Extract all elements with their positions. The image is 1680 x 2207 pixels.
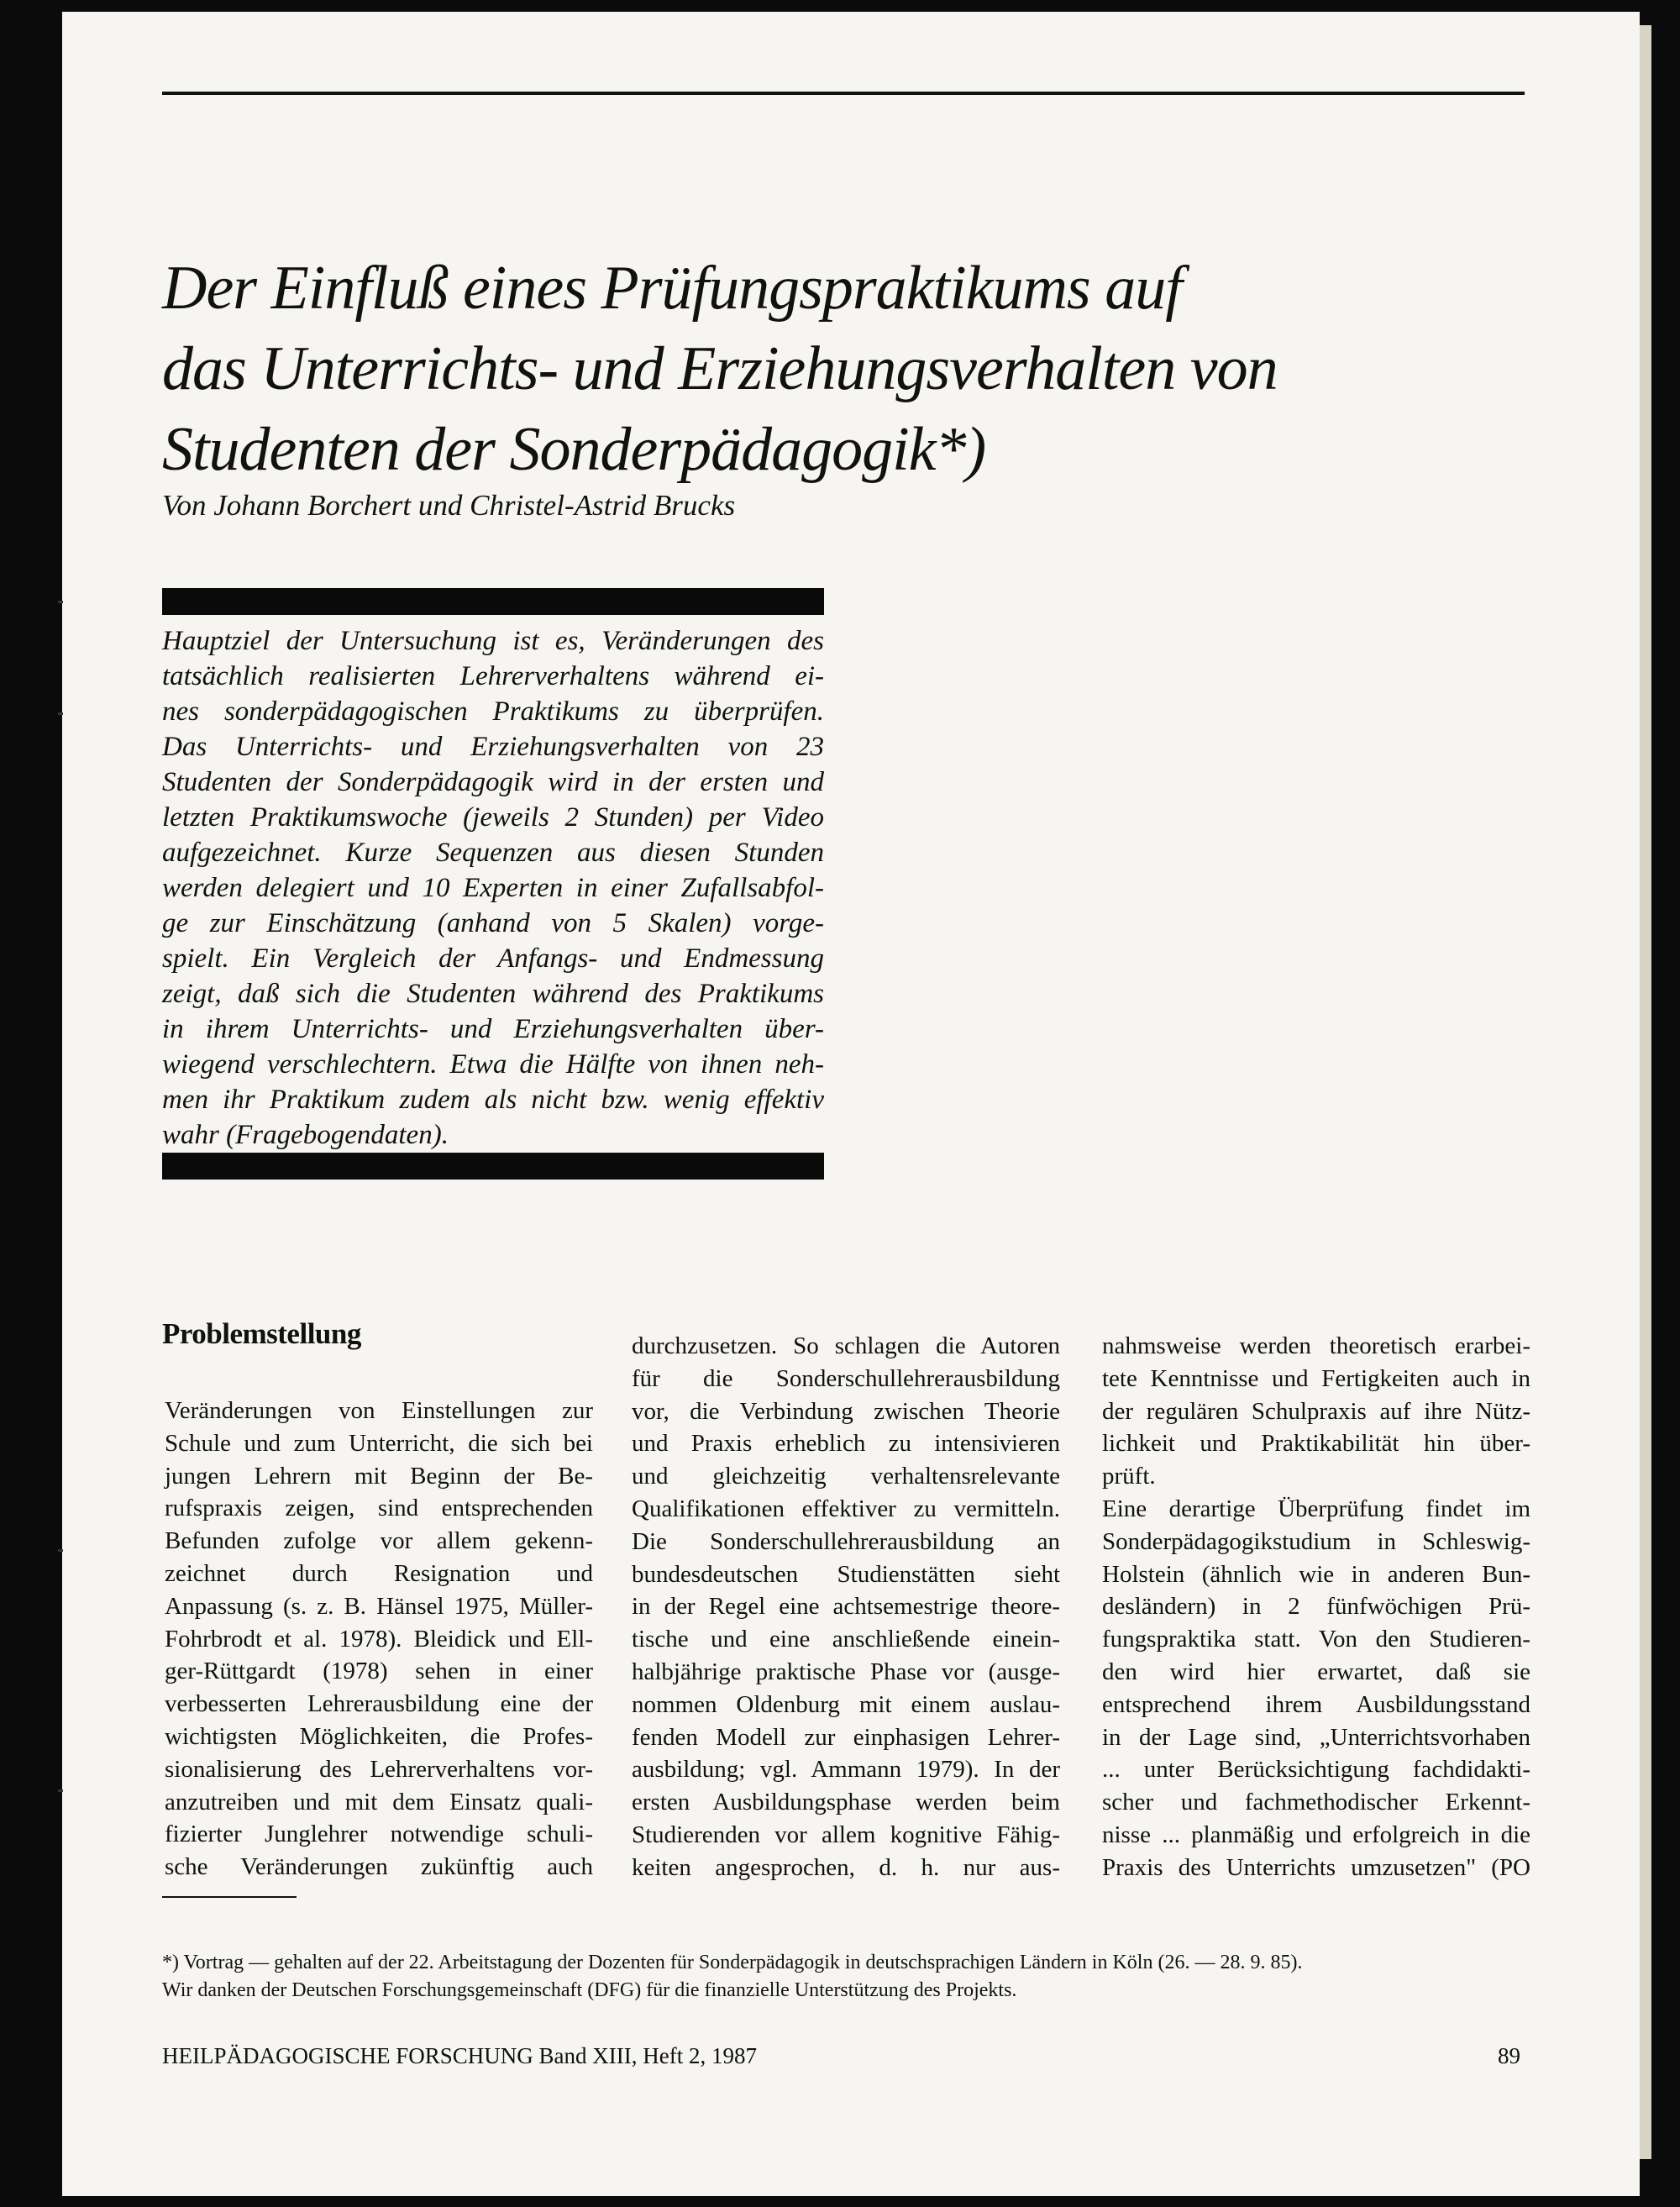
body-line: scher und fachmethodischer Erkennt- <box>1102 1789 1530 1816</box>
body-line: und Praxis erheblich zu intensivieren <box>632 1430 1060 1458</box>
body-line: in der Lage sind, „Unterrichtsvorhaben <box>1102 1723 1530 1751</box>
body-line: halbjährige praktische Phase vor (ausge- <box>632 1658 1060 1685</box>
body-line: Praxis des Unterrichts umzusetzen" (PO <box>1102 1853 1530 1881</box>
body-line: Schule und zum Unterricht, die sich bei <box>165 1429 593 1457</box>
column-3 <box>1102 1330 1530 1884</box>
body-line: sionalisierung des Lehrerverhaltens vor- <box>165 1755 593 1783</box>
margin-mark <box>58 1549 63 1552</box>
article-title <box>162 248 1506 490</box>
body-line: prüft. <box>1102 1463 1156 1490</box>
body-line: verbesserten Lehrerausbildung eine der <box>165 1690 593 1718</box>
body-line: fenden Modell zur einphasigen Lehrer- <box>632 1723 1060 1751</box>
body-line: der regulären Schulpraxis auf ihre Nütz- <box>1102 1397 1530 1425</box>
abstract <box>162 623 824 1153</box>
body-line: Sonderpädagogikstudium in Schleswig- <box>1102 1527 1530 1555</box>
abstract-line: tatsächlich realisierten Lehrerverhaltens während ei- <box>162 661 824 691</box>
abstract-line: spielt. Ein Vergleich der Anfangs- und Endmessung <box>162 943 824 974</box>
margin-mark <box>58 1789 63 1792</box>
body-line: zeichnet durch Resignation und <box>165 1559 593 1587</box>
body-line: lichkeit und Praktikabilität hin über- <box>1102 1430 1530 1458</box>
body-line: tete Kenntnisse und Fertigkeiten auch in <box>1102 1364 1530 1392</box>
body-line: nahmsweise werden theoretisch erarbei- <box>1102 1332 1530 1359</box>
body-line: tische und eine anschließende einein- <box>632 1626 1060 1653</box>
footnote-rule <box>162 1896 297 1898</box>
footnote <box>162 1949 1527 2005</box>
abstract-line: Hauptziel der Untersuchung ist es, Veränderungen des <box>162 626 824 656</box>
authors: Von Johann Borchert und Christel-Astrid Brucks <box>162 489 736 522</box>
title-line: das Unterrichts- und Erziehungsverhalten von <box>162 334 1278 403</box>
abstract-line: wahr (Fragebogendaten). <box>162 1120 449 1150</box>
body-line: wichtigsten Möglichkeiten, die Profes- <box>165 1722 593 1750</box>
abstract-line: wiegend verschlechtern. Etwa die Hälfte von ihnen neh- <box>162 1049 824 1080</box>
body-line: Eine derartige Überprüfung findet im <box>1102 1495 1530 1522</box>
body-line: in der Regel eine achtsemestrige theore- <box>632 1593 1060 1621</box>
abstract-line: men ihr Praktikum zudem als nicht bzw. wenig effektiv <box>162 1085 824 1115</box>
body-line: Anpassung (s. z. B. Hänsel 1975, Müller- <box>165 1592 593 1620</box>
body-line: den wird hier erwartet, daß sie <box>1102 1658 1530 1685</box>
body-line: desländern) in 2 fünfwöchigen Prü- <box>1102 1593 1530 1621</box>
abstract-line: letzten Praktikumswoche (jeweils 2 Stunden) per Video <box>162 802 824 833</box>
top-rule <box>162 92 1525 95</box>
body-line: Qualifikationen effektiver zu vermitteln. <box>632 1495 1060 1522</box>
body-line: jungen Lehrern mit Beginn der Be- <box>165 1462 593 1490</box>
body-line: nommen Oldenburg mit einem auslau- <box>632 1690 1060 1718</box>
body-line: Die Sonderschullehrerausbildung an <box>632 1527 1060 1555</box>
abstract-bottom-bar <box>162 1153 824 1180</box>
footnote-line: *) Vortrag — gehalten auf der 22. Arbeitstagung der Dozenten für Sonderpädagogik in deutschsprachigen Ländern in Köln (26. — 28. 9. 85). <box>162 1952 1303 1973</box>
margin-mark <box>58 712 63 715</box>
body-line: nisse ... planmäßig und erfolgreich in die <box>1102 1821 1530 1848</box>
title-line: Studenten der Sonderpädagogik*) <box>162 415 986 484</box>
abstract-line: ge zur Einschätzung (anhand von 5 Skalen) vorge- <box>162 908 824 938</box>
body-line: durchzusetzen. So schlagen die Autoren <box>632 1332 1060 1359</box>
abstract-line: zeigt, daß sich die Studenten während des Praktikums <box>162 979 824 1009</box>
body-line: ger-Rüttgardt (1978) sehen in einer <box>165 1658 593 1685</box>
abstract-line: in ihrem Unterrichts- und Erziehungsverhalten über- <box>162 1014 824 1044</box>
body-line: Fohrbrodt et al. 1978). Bleidick und Ell- <box>165 1625 593 1653</box>
body-line: für die Sonderschullehrerausbildung <box>632 1364 1060 1392</box>
body-line: ... unter Berücksichtigung fachdidakti- <box>1102 1756 1530 1784</box>
abstract-line: Das Unterrichts- und Erziehungsverhalten von 23 <box>162 732 824 762</box>
abstract-line: Studenten der Sonderpädagogik wird in der ersten und <box>162 767 824 797</box>
body-line: sche Veränderungen zukünftig auch <box>165 1853 593 1881</box>
page-number: 89 <box>1498 2043 1520 2068</box>
body-line: keiten angesprochen, d. h. nur aus- <box>632 1853 1060 1881</box>
body-line: Holstein (ähnlich wie in anderen Bun- <box>1102 1560 1530 1588</box>
column-1 <box>165 1395 593 1884</box>
footnote-line: Wir danken der Deutschen Forschungsgemeinschaft (DFG) für die finanzielle Unterstützung des Projekts. <box>162 1979 1017 2001</box>
body-line: Befunden zufolge vor allem gekenn- <box>165 1527 593 1555</box>
abstract-top-bar <box>162 588 824 615</box>
body-line: ausbildung; vgl. Ammann 1979). In der <box>632 1756 1060 1784</box>
body-line: entsprechend ihrem Ausbildungsstand <box>1102 1690 1530 1718</box>
section-heading: Problemstellung <box>162 1317 361 1350</box>
body-line: anzutreiben und mit dem Einsatz quali- <box>165 1788 593 1816</box>
abstract-line: aufgezeichnet. Kurze Sequenzen aus diesen Stunden <box>162 838 824 868</box>
body-line: fizierter Junglehrer notwendige schuli- <box>165 1821 593 1848</box>
body-line: bundesdeutschen Studienstätten sieht <box>632 1560 1060 1588</box>
page-edge <box>1640 25 1651 2159</box>
body-line: fungspraktika statt. Von den Studieren- <box>1102 1626 1530 1653</box>
column-2 <box>632 1330 1060 1884</box>
title-line: Der Einfluß eines Prüfungspraktikums auf <box>162 254 1182 323</box>
body-line: ersten Ausbildungsphase werden beim <box>632 1789 1060 1816</box>
running-foot: HEILPÄDAGOGISCHE FORSCHUNG Band XIII, Heft 2, 1987 <box>162 2043 757 2068</box>
body-line: Studierenden vor allem kognitive Fähig- <box>632 1821 1060 1848</box>
margin-mark <box>58 601 63 603</box>
body-line: rufspraxis zeigen, sind entsprechenden <box>165 1495 593 1522</box>
body-line: Veränderungen von Einstellungen zur <box>165 1397 593 1424</box>
body-line: und gleichzeitig verhaltensrelevante <box>632 1463 1060 1490</box>
abstract-line: nes sonderpädagogischen Praktikums zu überprüfen. <box>162 696 824 727</box>
body-line: vor, die Verbindung zwischen Theorie <box>632 1397 1060 1425</box>
abstract-line: werden delegiert und 10 Experten in einer Zufallsabfol- <box>162 873 824 903</box>
